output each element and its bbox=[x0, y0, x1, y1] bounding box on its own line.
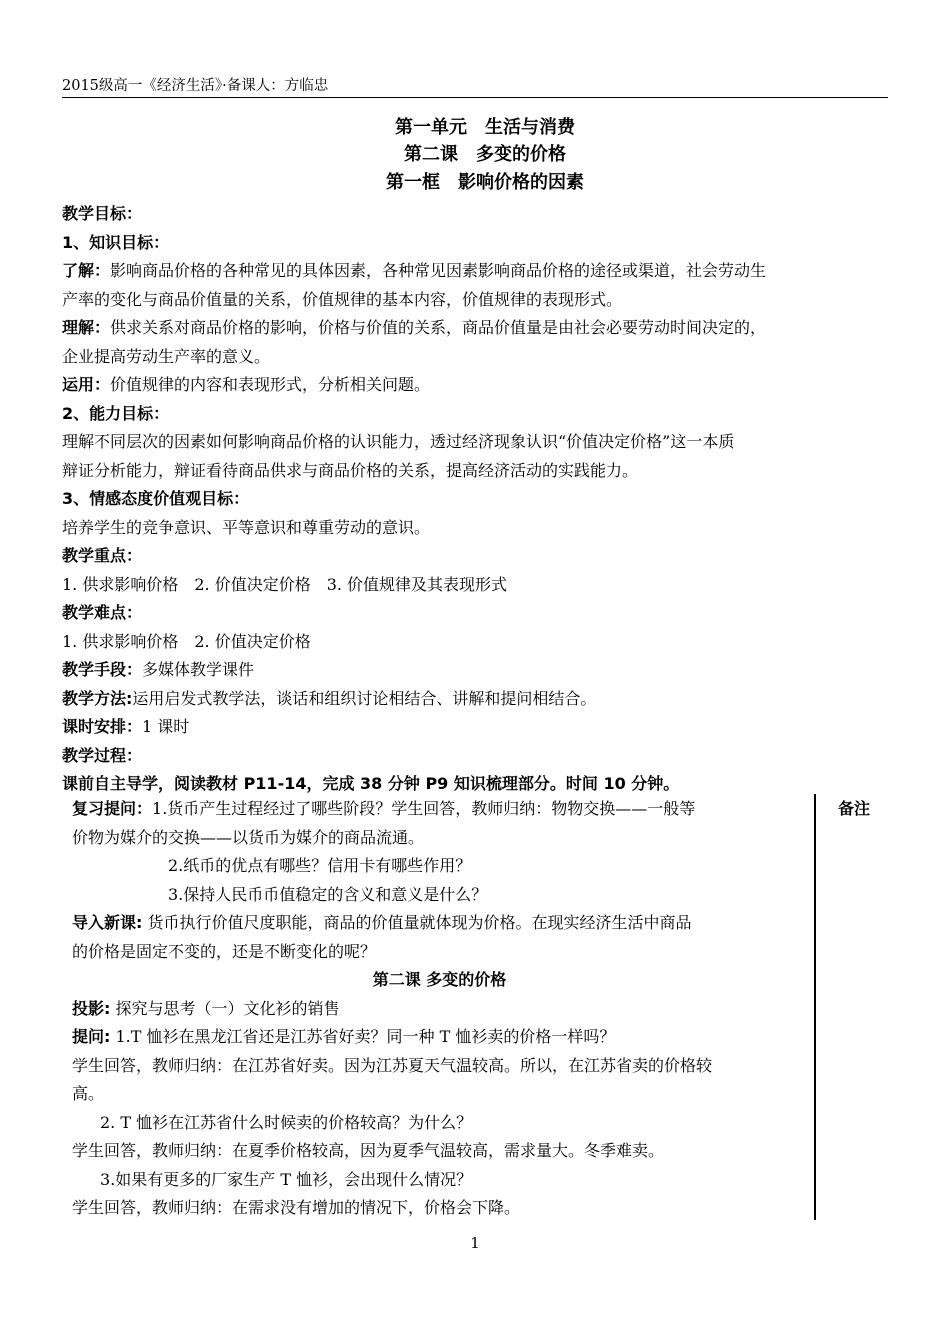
comprehend-text-1: 供求关系对商品价格的影响，价格与价值的关系，商品价值量是由社会必要劳动时间决定的， bbox=[110, 318, 767, 337]
question-1: 1.T 恤衫在黑龙江省还是江苏省好卖？同一种 T 恤衫卖的价格一样吗？ bbox=[110, 1027, 616, 1046]
column-divider bbox=[814, 794, 816, 1220]
apply-label: 运用： bbox=[62, 375, 111, 394]
page-header: 2015级高一《经济生活》·备课人：方临忠 bbox=[62, 76, 888, 98]
question-2: 2. T 恤衫在江苏省什么时候卖的价格较高？为什么？ bbox=[100, 1112, 473, 1132]
understand-label: 了解： bbox=[62, 261, 111, 280]
means-text: 多媒体教学课件 bbox=[142, 660, 255, 679]
unit-title: 第一单元 生活与消费 bbox=[395, 117, 575, 138]
apply-text: 价值规律的内容和表现形式，分析相关问题。 bbox=[110, 375, 431, 394]
understand-line-2: 产率的变化与商品价值量的关系，价值规律的基本内容，价值规律的表现形式。 bbox=[62, 289, 623, 309]
inner-lesson-title: 第二课 多变的价格 bbox=[372, 970, 507, 989]
review-q3: 3.保持人民币币值稳定的含义和意义是什么？ bbox=[168, 884, 488, 904]
lesson-plan-body bbox=[62, 200, 888, 799]
emotion-heading: 3、情感态度价值观目标： bbox=[62, 489, 250, 508]
question-3: 3.如果有更多的厂家生产 T 恤衫，会出现什么情况？ bbox=[100, 1169, 473, 1189]
lesson-title: 第二课 多变的价格 bbox=[404, 144, 566, 165]
means-line bbox=[62, 656, 888, 685]
difficulties-label: 教学难点： bbox=[62, 603, 143, 622]
key-points-text: 1. 供求影响价格 2. 价值决定价格 3. 价值规律及其表现形式 bbox=[62, 574, 508, 594]
understand-text-1: 影响商品价格的各种常见的具体因素，各种常见因素影响商品价格的途径或渠道，社会劳动生 bbox=[110, 261, 767, 280]
review-line-1 bbox=[72, 794, 807, 823]
answer-3: 学生回答，教师归纳：在需求没有增加的情况下，价格会下降。 bbox=[72, 1198, 521, 1217]
intro-line-1 bbox=[72, 908, 807, 937]
ability-line-1: 理解不同层次的因素如何影响商品价格的认识能力，透过经济现象认识“价值决定价格”这一本质 bbox=[62, 432, 735, 451]
review-label: 复习提问： bbox=[72, 799, 153, 818]
question-label: 提问: bbox=[72, 1027, 111, 1046]
projection-label: 投影: bbox=[72, 998, 111, 1018]
section-title: 第一框 影响价格的因素 bbox=[386, 172, 584, 193]
review-line-2: 价物为媒介的交换——以货币为媒介的商品流通。 bbox=[72, 827, 425, 847]
intro-text-a: 货币执行价值尺度职能，商品的价值量就体现为价格。在现实经济生活中商品 bbox=[142, 913, 692, 932]
remark-column-header: 备注 bbox=[838, 799, 871, 818]
ability-heading: 2、能力目标： bbox=[62, 403, 170, 423]
pre-class-line: 课前自主导学，阅读教材 P11-14，完成 38 分钟 P9 知识梳理部分。时间 10 分钟。 bbox=[62, 774, 680, 793]
intro-line-2: 的价格是固定不变的，还是不断变化的呢？ bbox=[72, 941, 377, 961]
answer-1-b: 高。 bbox=[72, 1084, 105, 1103]
understand-line-1 bbox=[62, 257, 888, 286]
question-line-1 bbox=[72, 1022, 807, 1051]
process-content bbox=[72, 794, 807, 1222]
method-line bbox=[62, 685, 888, 714]
schedule-line bbox=[62, 713, 888, 742]
answer-2: 学生回答，教师归纳：在夏季价格较高，因为夏季气温较高，需求量大。冬季难卖。 bbox=[72, 1141, 665, 1160]
objectives-heading: 教学目标： bbox=[62, 204, 143, 223]
schedule-text: 1 课时 bbox=[142, 717, 190, 736]
knowledge-heading: 1、知识目标： bbox=[62, 232, 170, 252]
comprehend-line-2: 企业提高劳动生产率的意义。 bbox=[62, 346, 271, 366]
key-points-label: 教学重点： bbox=[62, 546, 143, 565]
ability-line-2: 辩证分析能力，辩证看待商品供求与商品价格的关系，提高经济活动的实践能力。 bbox=[62, 460, 639, 480]
schedule-label: 课时安排： bbox=[62, 717, 143, 736]
difficulties-text: 1. 供求影响价格 2. 价值决定价格 bbox=[62, 631, 311, 651]
process-label: 教学过程： bbox=[62, 745, 143, 765]
projection-line bbox=[72, 994, 807, 1023]
answer-1-a: 学生回答，教师归纳：在江苏省好卖。因为江苏夏天气温较高。所以，在江苏省卖的价格较 bbox=[72, 1055, 713, 1075]
comprehend-label: 理解： bbox=[62, 318, 111, 337]
comprehend-line-1 bbox=[62, 314, 888, 343]
review-q2: 2.纸币的优点有哪些？信用卡有哪些作用？ bbox=[168, 856, 472, 875]
method-text: 运用启发式教学法，谈话和组织讨论相结合、讲解和提问相结合。 bbox=[132, 688, 597, 708]
process-table bbox=[62, 794, 888, 1220]
review-q1-a: 1.货币产生过程经过了哪些阶段？学生回答，教师归纳：物物交换——一般等 bbox=[152, 799, 696, 818]
means-label: 教学手段： bbox=[62, 660, 143, 679]
projection-text: 探究与思考（一）文化衫的销售 bbox=[110, 998, 340, 1018]
page-number: 1 bbox=[470, 1234, 480, 1252]
emotion-text: 培养学生的竞争意识、平等意识和尊重劳动的意识。 bbox=[62, 517, 431, 537]
intro-label: 导入新课: bbox=[72, 913, 143, 932]
apply-line bbox=[62, 371, 888, 400]
method-label: 教学方法: bbox=[62, 688, 133, 708]
